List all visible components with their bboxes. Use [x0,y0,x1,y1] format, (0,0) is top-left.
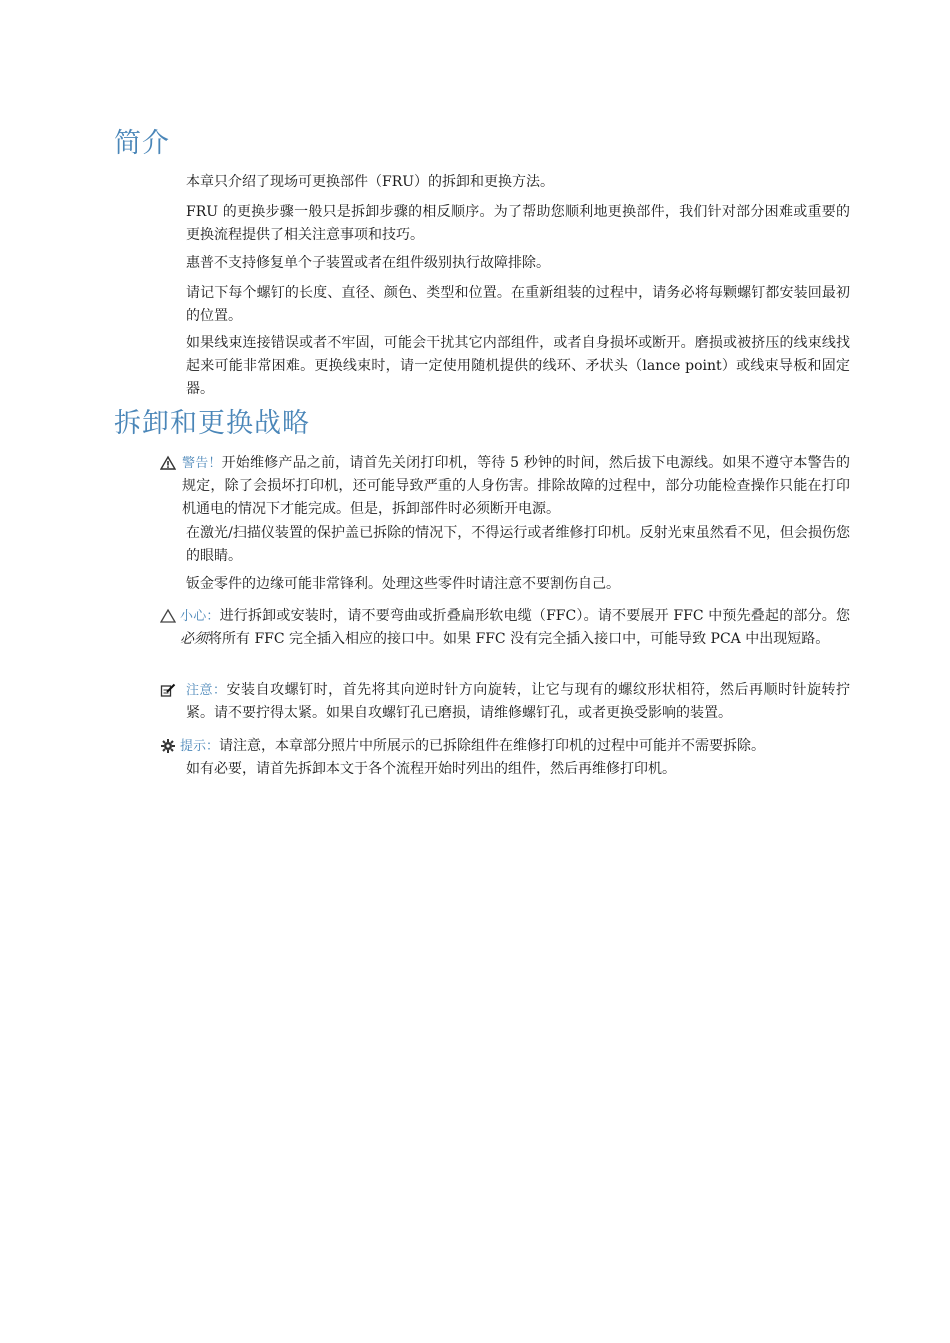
warning-text [160,452,850,521]
tip-body-1: 请注意，本章部分照片中所展示的已拆除组件在维修打印机的过程中可能并不需要拆除。 [219,738,766,754]
tip-label: 提示： [180,739,220,754]
section-title-intro: 简介 [114,128,170,159]
warning-body: 开始维修产品之前，请首先关闭打印机，等待 5 秒钟的时间，然后拔下电源线。如果不遵守本警告的规定，除了会损坏打印机，还可能导致严重的人身伤害。排除故障的过程中，部分功能检查操作只能在打印机通电的情况下才能完成。但是，拆卸部件时必须断开电源。 [182,455,850,517]
caution-body-before: 进行拆卸或安装时，请不要弯曲或折叠扁形软电缆（FFC）。请不要展开 FFC 中预先叠起的部分。您 [219,608,850,624]
intro-paragraph-5: 如果线束连接错误或者不牢固，可能会干扰其它内部组件，或者自身损坏或断开。磨损或被挤压的线束线找起来可能非常困难。更换线束时，请一定使用随机提供的线环、矛状头（lance point）或线束导板和固定器。 [186,335,850,397]
note-body: 安装自攻螺钉时，首先将其向逆时针方向旋转，让它与现有的螺纹形状相符，然后再顺时针旋转拧紧。请不要拧得太紧。如果自攻螺钉孔已磨损，请维修螺钉孔，或者更换受影响的装置。 [186,682,850,721]
tip-text-line2: 如有必要，请首先拆卸本文于各个流程开始时列出的组件，然后再维修打印机。 [186,761,676,777]
tip-text-line1 [160,735,850,758]
note-pencil-icon [160,682,176,698]
note-text [160,679,850,725]
section-title-strategy: 拆卸和更换战略 [114,408,310,439]
warning-block [160,452,850,521]
caution-text [160,605,850,651]
intro-paragraph-4: 请记下每个螺钉的长度、直径、颜色、类型和位置。在重新组装的过程中，请务必将每颗螺钉都安装回最初的位置。 [186,285,850,324]
warning-triangle-icon [160,455,176,471]
caution-triangle-icon [160,608,176,624]
tip-block [160,735,850,781]
warning-label: 警告！ [182,456,222,471]
note-block [160,679,850,725]
intro-paragraph-1: 本章只介绍了现场可更换部件（FRU）的拆卸和更换方法。 [186,174,555,190]
note-label: 注意： [186,683,227,698]
strategy-paragraph-1: 在激光/扫描仪装置的保护盖已拆除的情况下，不得运行或者维修打印机。反射光束虽然看不见，但会损伤您的眼睛。 [186,525,850,564]
caution-label: 小心： [180,609,220,624]
caution-emphasis: 必须 [180,631,208,647]
caution-block [160,605,850,651]
intro-paragraph-2: FRU 的更换步骤一般只是拆卸步骤的相反顺序。为了帮助您顺利地更换部件，我们针对部分困难或重要的更换流程提供了相关注意事项和技巧。 [186,204,850,243]
strategy-paragraph-2: 钣金零件的边缘可能非常锋利。处理这些零件时请注意不要割伤自己。 [186,576,620,592]
intro-paragraph-3: 惠普不支持修复单个子装置或者在组件级别执行故障排除。 [186,255,550,271]
caution-body-after: 将所有 FFC 完全插入相应的接口中。如果 FFC 没有完全插入接口中，可能导致 PCA 中出现短路。 [208,631,830,647]
tip-gear-icon [160,738,176,754]
